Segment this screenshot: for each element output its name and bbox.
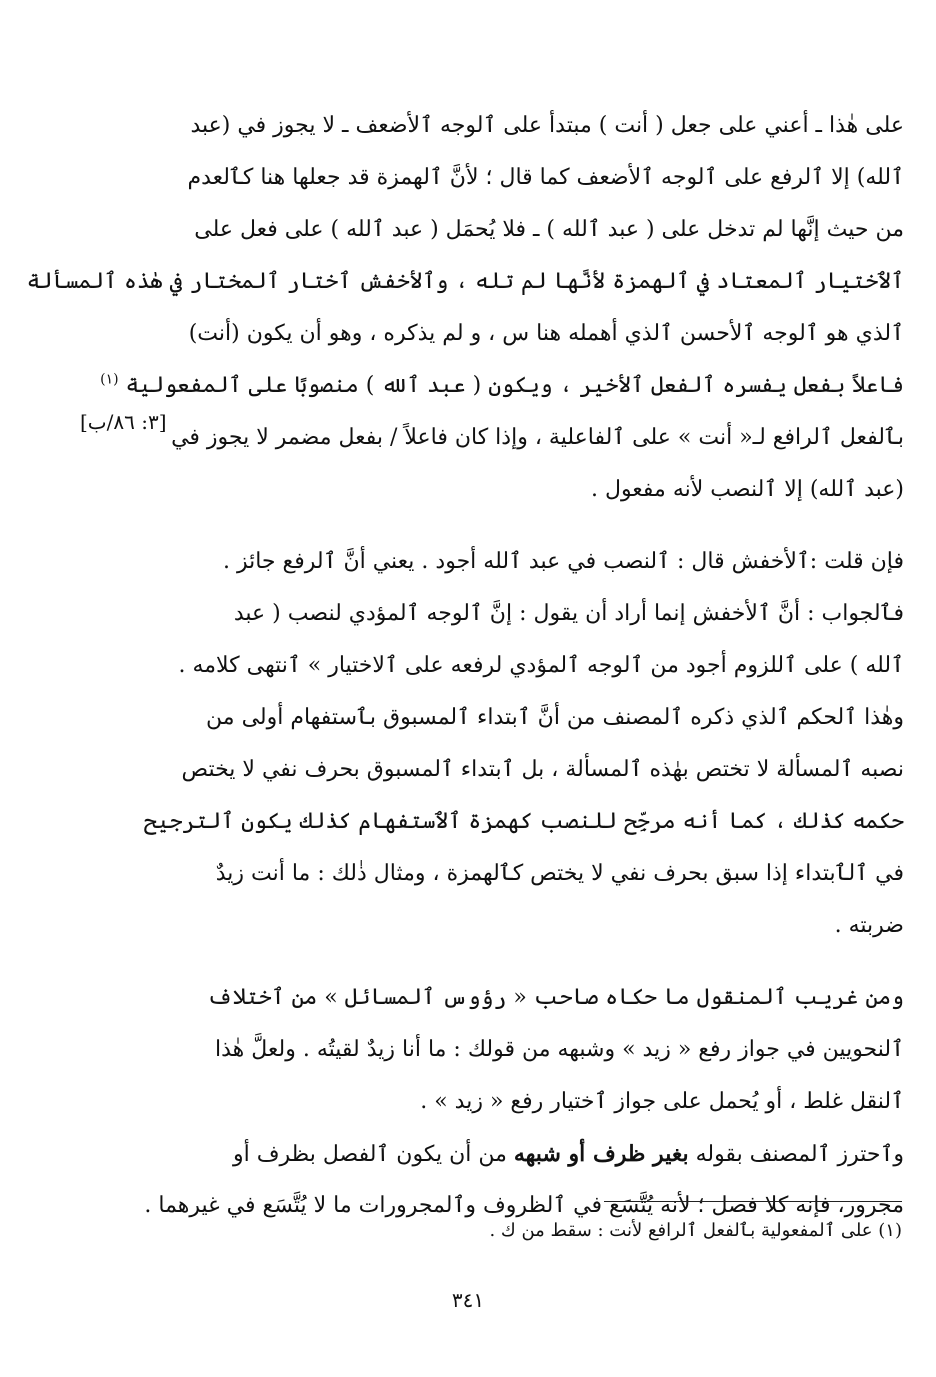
text-segment: فاعلاً بفعل يفسره ٱلفعل ٱلأخير ، ويكون ( عبد ٱلله ) منصوبًا على ٱلمفعولية — [125, 373, 904, 398]
text-line: ٱلله ) على ٱللزوم أجود من ٱلوجه ٱلمؤدي لرفعه على ٱلاختيار » ٱنتهى كلامه . — [178, 653, 904, 678]
text-line: مجرور، فإنه كلا فصل ؛ لأنه يُتَّسَع في ٱلظروف وٱلمجرورات ما لا يُتَّسَع في غيرهما . — [144, 1193, 904, 1218]
text-line: فٱلجواب : أنَّ ٱلأخفش إنما أراد أن يقول : إنَّ ٱلوجه ٱلمؤدي لنصب ( عبد — [233, 601, 904, 626]
bold-phrase: بغير ظرف أو شبهه — [513, 1141, 689, 1167]
text-line: نصبه ٱلمسألة لا تختص بهٰذه ٱلمسألة ، بل ٱبتداء ٱلمسبوق بحرف نفي لا يختص — [181, 757, 904, 782]
page-number: ٣٤١ — [451, 1288, 485, 1312]
paragraph-gap — [198, 952, 904, 972]
text-line: ٱلنحويين في جواز رفع « زيد » وشبهه من قولك : ما أنا زيدٌ لقيتُه . ولعلَّ هٰذا — [215, 1037, 904, 1062]
paragraph-gap — [198, 516, 904, 536]
text-line-with-bold — [198, 1128, 904, 1180]
text-segment: من أن يكون ٱلفصل بظرف أو — [233, 1142, 514, 1167]
text-line: فإن قلت :ٱلأخفش قال : ٱلنصب في عبد ٱلله أجود . يعني أنَّ ٱلرفع جائز . — [222, 549, 904, 574]
text-line: ومن غريب ٱلمنقول ما حكاه صاحب « رؤوس ٱلمسائل » من ٱختلاف — [207, 985, 904, 1010]
text-line: بٱلفعل ٱلرافع لـ« أنت » على ٱلفاعلية ، وإذا كان فاعلاً / بفعل مضمر لا يجوز في — [171, 425, 904, 450]
text-line-with-footnote — [100, 360, 904, 412]
margin-manuscript-reference: [٣: ٨٦/ب] — [80, 410, 167, 434]
text-line: حكمه كذٰلك ، كما أنه مرجِّح للنصب كهمزة ٱلٱستفهام كذٰلك يكون ٱلترجيح — [143, 809, 904, 834]
text-line: ٱلنقل غلط ، أو يُحمل على جواز ٱختيار رفع « زيد » . — [420, 1089, 904, 1114]
footnote-divider — [604, 1201, 902, 1202]
text-line: ضربته . — [834, 913, 904, 938]
text-line: ٱلله) إلا ٱلرفع على ٱلوجه ٱلأضعف كما قال ؛ لأنَّ ٱلهمزة قد جعلها هنا كٱلعدم — [187, 165, 904, 190]
text-line: (عبد ٱلله) إلا ٱلنصب لأنه مفعول . — [590, 477, 904, 502]
footnote-marker: (١) — [100, 371, 119, 388]
text-line: على هٰذا ـ أعني على جعل ( أنت ) مبتدأ على ٱلوجه ٱلأضعف ـ لا يجوز في (عبد — [190, 113, 904, 138]
text-segment: وٱحترز ٱلمصنف بقوله — [688, 1142, 904, 1167]
text-line: في ٱلٱبتداء إذا سبق بحرف نفي لا يختص كٱلهمزة ، ومثال ذٰلك : ما أنت زيدٌ — [215, 861, 904, 886]
footnote: (١) على ٱلمفعولية بٱلفعل ٱلرافع لأنت : سقط من ك . — [489, 1220, 902, 1241]
text-line: من حيث إنَّها لم تدخل على ( عبد ٱلله ) ـ فلا يُحمَل ( عبد ٱلله ) على فعل على — [194, 217, 904, 242]
text-line: ٱلٱختيار ٱلمعتاد في ٱلهمزة لأنَّها لم تله ، وٱلأخفش ٱختار ٱلمختار في هٰذه ٱلمسألة — [26, 269, 904, 294]
text-line: وهٰذا ٱلحكم ٱلذي ذكره ٱلمصنف من أنَّ ٱبتداء ٱلمسبوق بٱستفهام أولى من — [206, 705, 904, 730]
text-line: ٱلذي هو ٱلوجه ٱلأحسن ٱلذي أهمله هنا س ، و لم يذكره ، وهو أن يكون (أنت) — [188, 321, 904, 346]
